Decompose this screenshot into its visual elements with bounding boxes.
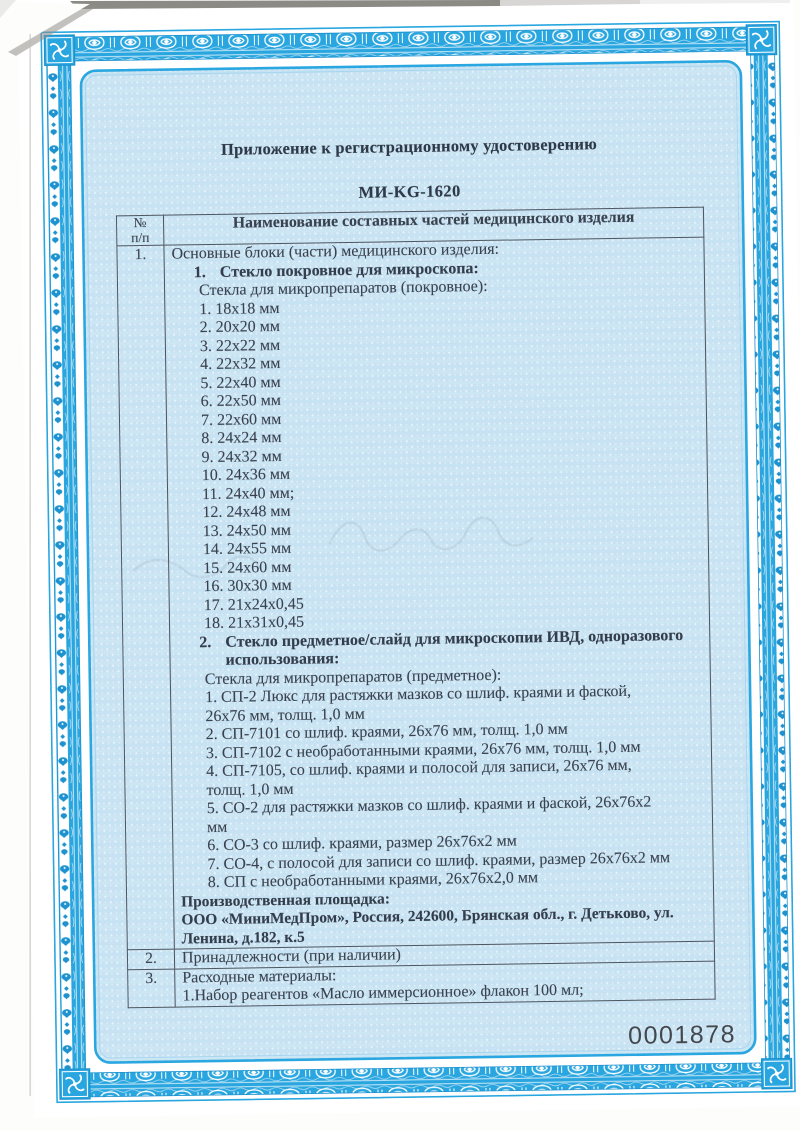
list-marker: 1.	[193, 263, 206, 281]
content-line: 16. 30х30 мм	[203, 576, 292, 596]
content-line: 3. СП-7102 с необработанными краями, 26х76 мм, толщ. 1,0 мм	[205, 738, 641, 762]
content-line: 8. СП с необработанными краями, 26х76х2,0 мм	[207, 869, 539, 892]
row-number-cell: 1.	[117, 245, 174, 950]
table-row	[117, 237, 714, 950]
content-line: толщ. 1,0 мм	[206, 780, 294, 799]
content-line: 10. 24х36 мм	[201, 465, 291, 485]
header-name-column: Наименование составных частей медицинского изделия	[163, 207, 703, 245]
content-line: 3. 22х22 мм	[199, 336, 281, 355]
content-line: ООО «МиниМедПром», Россия, 242600, Брянская обл., г. Детьково, ул.	[181, 904, 674, 929]
content-line: 11. 24х40 мм;	[201, 484, 295, 503]
content-line: 13. 24х50 мм	[202, 521, 292, 540]
header-no-sub: п/п	[131, 229, 150, 245]
row-number-cell: 2.	[127, 949, 174, 969]
certificate-page	[18, 0, 800, 1118]
table-row	[128, 961, 715, 1008]
content-line: 1. СП-2 Люкс для растяжки мазков со шлиф. краями и фаской,	[204, 682, 632, 707]
content-line: 2. 20х20 мм	[199, 317, 281, 337]
content-line: 6. 22х50 мм	[200, 391, 282, 411]
page-title: Приложение к регистрационному удостоверению	[220, 134, 598, 159]
document-content	[18, 0, 800, 1118]
content-line: 17. 21х24х0,45	[203, 595, 304, 614]
content-line: 7. СО-4, с полосой для записи со шлиф. краями, размер 26х76х2 мм	[207, 848, 671, 873]
content-line: Расходные материалы:	[182, 966, 337, 986]
content-line: 5. 22х40 мм	[200, 373, 281, 392]
content-line: 26х76 мм, толщ. 1,0 мм	[205, 705, 365, 725]
content-line: 1.Набор реагентов «Масло иммерсионное» флакон 100 мл;	[182, 981, 584, 1005]
content-line: Ленина, д.182, к.5	[181, 928, 305, 947]
content-line: мм	[206, 818, 228, 836]
content-line: 2. СП-7101 со шлиф. краями, 26х76 мм, толщ. 1,0 мм	[205, 720, 568, 744]
content-line: 5. СО-2 для растяжки мазков со шлиф. краями и фаской, 26х76х2	[206, 793, 652, 818]
content-line: 9. 24х32 мм	[201, 447, 282, 466]
list-marker: 2.	[199, 633, 212, 651]
content-line: Основные блоки (части) медицинского изделия:	[171, 240, 500, 263]
content-line: Принадлежности (при наличии)	[181, 946, 402, 967]
content-line: 1. Стекло покровное для микроскопа:	[193, 259, 479, 281]
content-line: 4. СП-7105, со шлиф. краями и полосой для записи, 26х76 мм,	[206, 756, 632, 781]
content-line: 7. 22х60 мм	[200, 410, 282, 429]
content-line: Стекла для микропрепаратов (покровное):	[198, 277, 488, 300]
content-line: Производственная площадка:	[181, 889, 391, 910]
content-line: 8. 24х24 мм	[201, 428, 282, 448]
content-line: 15. 24х60 мм	[203, 558, 292, 577]
row-content-cell	[175, 961, 716, 1007]
content-line: 12. 24х48 мм	[202, 502, 291, 522]
content-line: 18. 21х31х0,45	[203, 613, 305, 633]
serial-number: 0001878	[627, 1020, 737, 1050]
content-line: 14. 24х55 мм	[202, 539, 292, 559]
content-line: 2. Стекло предметное/слайд для микроскопии ИВД, одноразового	[199, 626, 684, 651]
header-no-symbol: №	[133, 214, 147, 231]
content-line: 1. 18х18 мм	[199, 299, 280, 318]
row-number-cell: 3.	[128, 969, 176, 1008]
content-line: 4. 22х32 мм	[200, 354, 281, 374]
header-number-column	[116, 215, 163, 246]
content-line: 6. СО-3 со шлиф. краями, размер 26х76х2 мм	[207, 832, 517, 855]
row-content-cell	[164, 237, 714, 949]
content-line: Стекла для микропрепаратов (предметное):	[204, 666, 502, 688]
content-line: использования:	[225, 650, 340, 669]
registration-number: МИ-KG-1620	[358, 181, 461, 202]
components-table	[116, 207, 716, 1008]
table-body	[117, 237, 715, 1007]
